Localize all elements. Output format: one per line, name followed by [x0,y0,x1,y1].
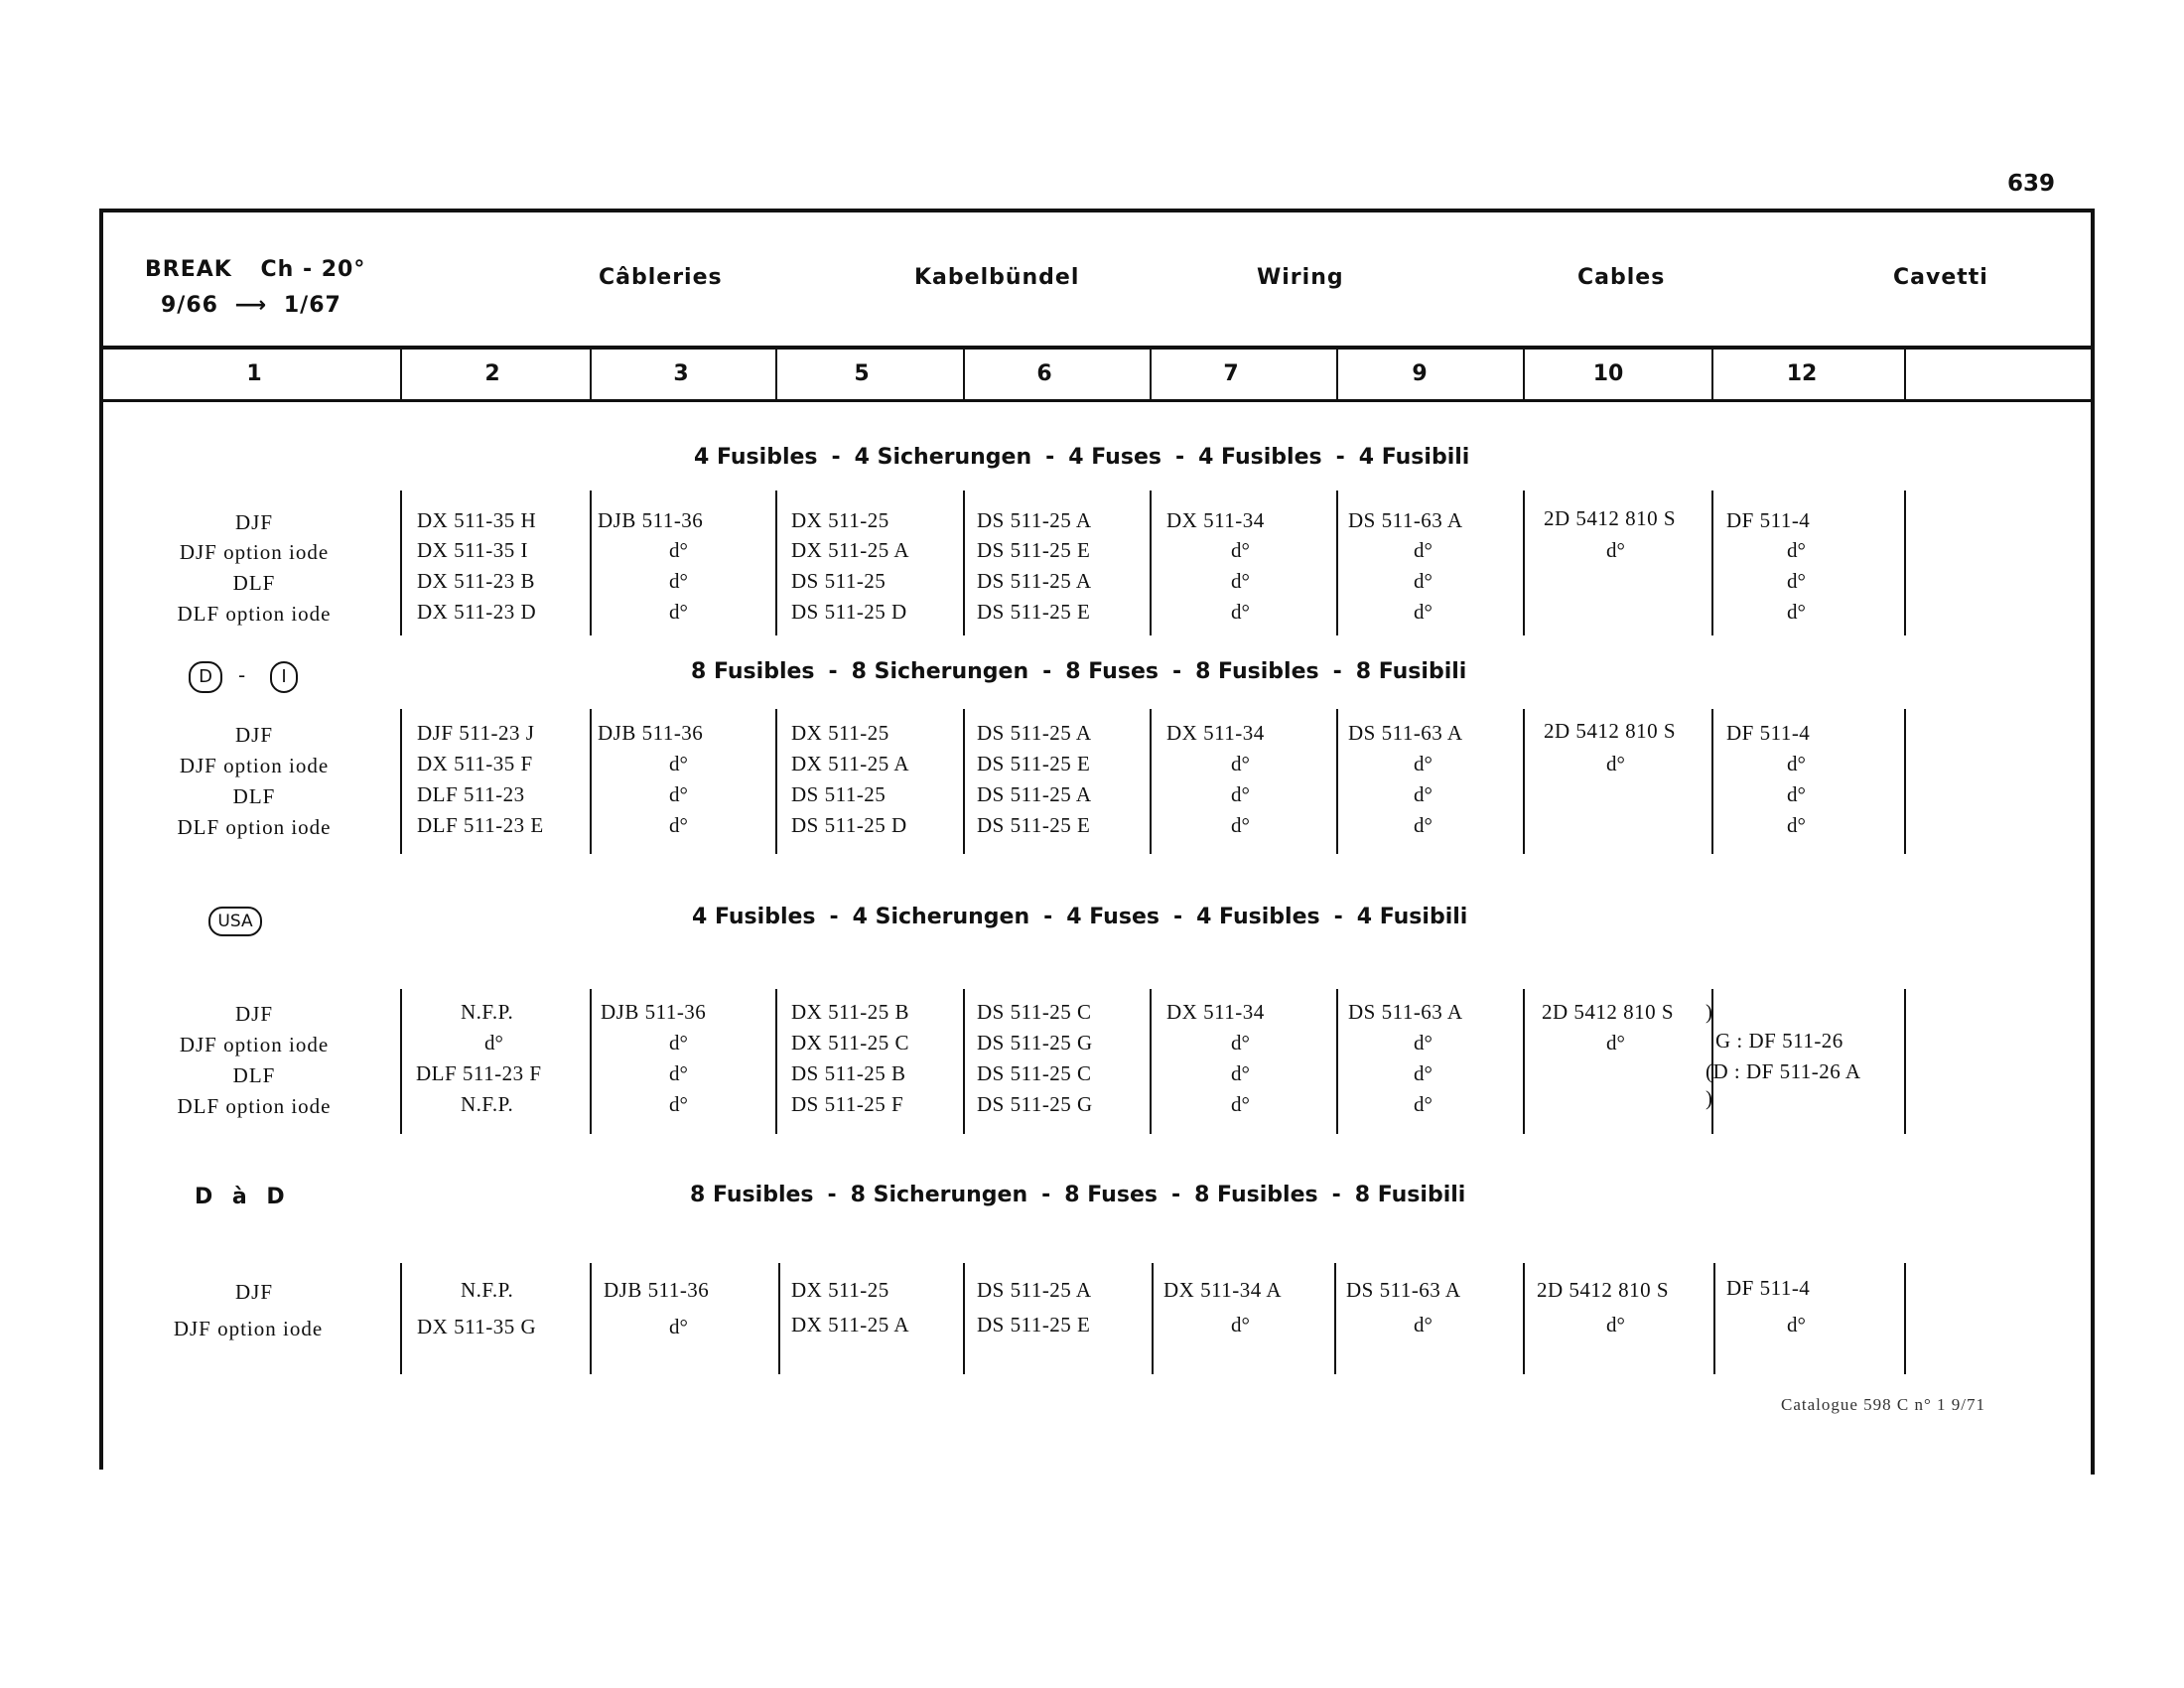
title-es: 8 Fusibles [1195,659,1319,684]
section-title-4: 8 Fusibles - 8 Sicherungen - 8 Fuses - 8 Fusibles - 8 Fusibili [690,1183,1466,1207]
cell-col5: DX 511-25 A [791,1313,910,1336]
row-divider [963,989,965,1134]
row-divider [1150,989,1152,1134]
col-number-3: 3 [673,361,689,386]
cell-col3: DJB 511-36 [601,1000,707,1024]
row-divider [1904,709,1906,854]
row-label: DLF option iode [177,602,332,626]
cell-col7: DX 511-34 [1166,508,1265,532]
cell-col9: DS 511-63 A [1346,1278,1461,1302]
catalogue-footer: Catalogue 598 C n° 1 9/71 [1781,1395,1986,1414]
cell-col6: DS 511-25 G [977,1031,1093,1055]
cell-col9: d° [1414,538,1433,562]
title-it: 8 Fusibili [1354,1183,1466,1207]
cell-col7: DX 511-34 [1166,721,1265,745]
cell-col3: d° [669,813,688,837]
cell-col12: DF 511-4 [1726,508,1811,532]
section-marker-d-a-d: D à D [195,1185,291,1209]
cell-col3: d° [669,782,688,806]
title-it: 4 Fusibili [1358,445,1470,470]
row-divider [1152,1263,1154,1374]
col-divider [590,350,592,399]
cell-col7: d° [1231,1092,1250,1116]
date-from: 9/66 [161,293,218,318]
title-de: 4 Sicherungen [854,445,1032,470]
cell-col10: d° [1606,538,1625,562]
row-label: DJF [234,1280,274,1304]
i-circle-icon: I [270,661,298,693]
col-divider [1336,350,1338,399]
header-divider-rule [99,346,2095,350]
cell-col6: DS 511-25 G [977,1092,1093,1116]
row-divider [775,491,777,635]
title-fr: 8 Fusibles [690,1183,814,1207]
cell-col5: DS 511-25 D [791,600,907,624]
cell-col6: DS 511-25 A [977,508,1092,532]
col-number-12: 12 [1786,361,1818,386]
cell-col12: d° [1787,600,1806,624]
cell-col3: d° [669,600,688,624]
cell-col9: DS 511-63 A [1348,1000,1463,1024]
row-divider [590,1263,592,1374]
model-name: BREAK [145,257,232,282]
cell-col12: ) [1706,1000,1713,1024]
cell-col3: d° [669,1031,688,1055]
cell-col9: d° [1414,1313,1433,1336]
title-fr: 4 Fusibles [692,905,816,929]
row-label: DJF [234,1002,274,1026]
arrow-icon: ⟶ [234,293,268,318]
header-date-range [161,293,341,318]
cell-col7: d° [1231,752,1250,775]
title-fr: 8 Fusibles [691,659,815,684]
row-divider [1336,989,1338,1134]
cell-col9: d° [1414,782,1433,806]
cell-col7: d° [1231,569,1250,593]
row-divider [963,709,965,854]
title-es: 8 Fusibles [1194,1183,1318,1207]
cell-col6: DS 511-25 A [977,721,1092,745]
cell-col2: DJF 511-23 J [417,721,535,745]
cell-col7: d° [1231,1031,1250,1055]
cell-col7: d° [1231,1061,1250,1085]
cell-col2: d° [484,1031,503,1055]
cell-col9: d° [1414,1092,1433,1116]
cell-col6: DS 511-25 C [977,1000,1092,1024]
row-divider [1150,491,1152,635]
header-title-fr: Câbleries [599,265,723,290]
cell-col3: d° [669,1061,688,1085]
row-label: DJF option iode [179,540,330,564]
title-it: 8 Fusibili [1355,659,1467,684]
row-divider [1711,491,1713,635]
row-divider [1523,709,1525,854]
row-divider [1713,1263,1715,1374]
cell-col2: DX 511-23 B [417,569,536,593]
header-title-it: Cavetti [1893,265,1988,290]
row-label: DLF option iode [177,815,332,839]
cell-col9: d° [1414,569,1433,593]
cell-col10: 2D 5412 810 S [1544,506,1677,530]
row-divider [1523,491,1525,635]
frame-top-rule [99,209,2095,212]
frame-left-rule [99,209,103,1470]
cell-col3: d° [669,1092,688,1116]
cell-col5: DX 511-25 [791,508,889,532]
title-en: 4 Fuses [1068,445,1161,470]
row-divider [1904,491,1906,635]
cell-col7: d° [1231,813,1250,837]
cell-col12: d° [1787,538,1806,562]
cell-col5: DX 511-25 C [791,1031,910,1055]
row-divider [1904,1263,1906,1374]
cell-col12: d° [1787,813,1806,837]
cell-col9: DS 511-63 A [1348,508,1463,532]
cell-col9: d° [1414,1031,1433,1055]
row-divider [963,491,965,635]
cell-col5: DS 511-25 [791,569,887,593]
title-es: 4 Fusibles [1198,445,1322,470]
cell-col10: d° [1606,1031,1625,1055]
row-label: DJF option iode [179,1033,330,1056]
cell-col5: DX 511-25 A [791,752,910,775]
title-de: 8 Sicherungen [850,1183,1028,1207]
page-number: 639 [2007,171,2056,197]
row-divider [1336,491,1338,635]
cell-col9: d° [1414,1061,1433,1085]
cell-col12: d° [1787,1313,1806,1336]
row-label: DJF [234,723,274,747]
cell-col12: ) [1706,1086,1713,1110]
col-divider [775,350,777,399]
cell-col6: DS 511-25 E [977,813,1091,837]
cell-col3: d° [669,1315,688,1338]
cell-col6: DS 511-25 C [977,1061,1092,1085]
col-divider [1150,350,1152,399]
cell-col9: d° [1414,752,1433,775]
row-divider [590,989,592,1134]
cell-col10: d° [1606,752,1625,775]
cell-col12: DF 511-4 [1726,1276,1811,1300]
marker-dash: - [238,663,246,687]
cell-col5: DS 511-25 D [791,813,907,837]
row-label: DLF [232,784,276,808]
cell-col7: d° [1231,600,1250,624]
title-fr: 4 Fusibles [694,445,818,470]
section-title-2: 8 Fusibles - 8 Sicherungen - 8 Fuses - 8 Fusibles - 8 Fusibili [691,659,1467,684]
col-number-9: 9 [1412,361,1428,386]
col-divider [963,350,965,399]
cell-col3: d° [669,538,688,562]
d-circle-icon: D [189,661,222,693]
cell-col7: d° [1231,538,1250,562]
cell-col10: d° [1606,1313,1625,1336]
row-divider [963,1263,965,1374]
cell-col5: DS 511-25 [791,782,887,806]
date-to: 1/67 [283,293,341,318]
header-model [145,257,365,282]
row-divider [775,989,777,1134]
row-label: DLF [232,1063,276,1087]
cell-col2: DX 511-35 G [417,1315,537,1338]
header-title-de: Kabelbündel [914,265,1080,290]
row-divider [1711,709,1713,854]
cell-col10: 2D 5412 810 S [1537,1278,1670,1302]
cell-col10: 2D 5412 810 S [1544,719,1677,743]
cell-col2: DLF 511-23 E [417,813,544,837]
cell-col6: DS 511-25 E [977,752,1091,775]
cell-col7: DX 511-34 [1166,1000,1265,1024]
row-divider [1336,709,1338,854]
title-en: 8 Fuses [1064,1183,1158,1207]
cell-col2: DLF 511-23 [417,782,525,806]
cell-col6: DS 511-25 A [977,569,1092,593]
cell-col12: d° [1787,782,1806,806]
cell-col2: DX 511-35 F [417,752,533,775]
column-number-rule [99,399,2095,402]
cell-col2: N.F.P. [461,1000,514,1024]
col-number-5: 5 [854,361,870,386]
row-label: DLF [232,571,276,595]
cell-col9: d° [1414,600,1433,624]
row-divider [775,709,777,854]
section-title-1: 4 Fusibles - 4 Sicherungen - 4 Fuses - 4 Fusibles - 4 Fusibili [694,445,1470,470]
col-divider [1904,350,1906,399]
cell-col5: DS 511-25 B [791,1061,906,1085]
col-number-6: 6 [1036,361,1052,386]
row-divider [1334,1263,1336,1374]
row-divider [590,491,592,635]
cell-col6: DS 511-25 E [977,1313,1091,1336]
chassis-label: Ch - 20° [260,257,366,282]
title-es: 4 Fusibles [1196,905,1320,929]
header-title-en: Wiring [1257,265,1344,290]
row-divider [1150,709,1152,854]
cell-col2: N.F.P. [461,1278,514,1302]
cell-col3: DJB 511-36 [604,1278,710,1302]
cell-col9: DS 511-63 A [1348,721,1463,745]
cell-col2: DX 511-35 I [417,538,529,562]
cell-col12: G : DF 511-26 [1715,1029,1843,1053]
title-de: 8 Sicherungen [851,659,1029,684]
cell-col6: DS 511-25 A [977,1278,1092,1302]
cell-col9: d° [1414,813,1433,837]
row-label: DJF option iode [173,1317,324,1340]
row-divider [590,709,592,854]
cell-col2: DX 511-35 H [417,508,537,532]
col-divider [1523,350,1525,399]
cell-col7: d° [1231,1313,1250,1336]
title-en: 8 Fuses [1065,659,1159,684]
cell-col5: DX 511-25 B [791,1000,910,1024]
cell-col12: (D : DF 511-26 A [1706,1059,1861,1083]
col-number-1: 1 [246,361,262,386]
cell-col6: DS 511-25 E [977,538,1091,562]
cell-col3: DJB 511-36 [598,508,704,532]
cell-col5: DX 511-25 [791,721,889,745]
cell-col7: DX 511-34 A [1163,1278,1283,1302]
row-label: DJF option iode [179,754,330,777]
cell-col12: d° [1787,569,1806,593]
col-number-7: 7 [1223,361,1239,386]
row-divider [1523,989,1525,1134]
col-number-2: 2 [484,361,500,386]
col-divider [400,350,402,399]
cell-col12: d° [1787,752,1806,775]
row-label: DLF option iode [177,1094,332,1118]
section-title-3: 4 Fusibles - 4 Sicherungen - 4 Fuses - 4 Fusibles - 4 Fusibili [692,905,1468,929]
title-it: 4 Fusibili [1356,905,1468,929]
row-label: DJF [234,510,274,534]
cell-col5: DS 511-25 F [791,1092,904,1116]
cell-col2: DLF 511-23 F [416,1061,542,1085]
cell-col5: DX 511-25 A [791,538,910,562]
cell-col12: DF 511-4 [1726,721,1811,745]
row-divider [778,1263,780,1374]
title-en: 4 Fuses [1066,905,1160,929]
cell-col2: N.F.P. [461,1092,514,1116]
cell-col2: DX 511-23 D [417,600,537,624]
row-divider [1904,989,1906,1134]
cell-col3: DJB 511-36 [598,721,704,745]
cell-col3: d° [669,752,688,775]
row-divider [1523,1263,1525,1374]
col-number-10: 10 [1592,361,1624,386]
cell-col6: DS 511-25 A [977,782,1092,806]
title-de: 4 Sicherungen [852,905,1030,929]
usa-circle-icon: USA [208,907,262,936]
cell-col10: 2D 5412 810 S [1542,1000,1675,1024]
cell-col3: d° [669,569,688,593]
col-divider [1711,350,1713,399]
cell-col7: d° [1231,782,1250,806]
cell-col5: DX 511-25 [791,1278,889,1302]
header-title-es: Cables [1577,265,1666,290]
cell-col6: DS 511-25 E [977,600,1091,624]
